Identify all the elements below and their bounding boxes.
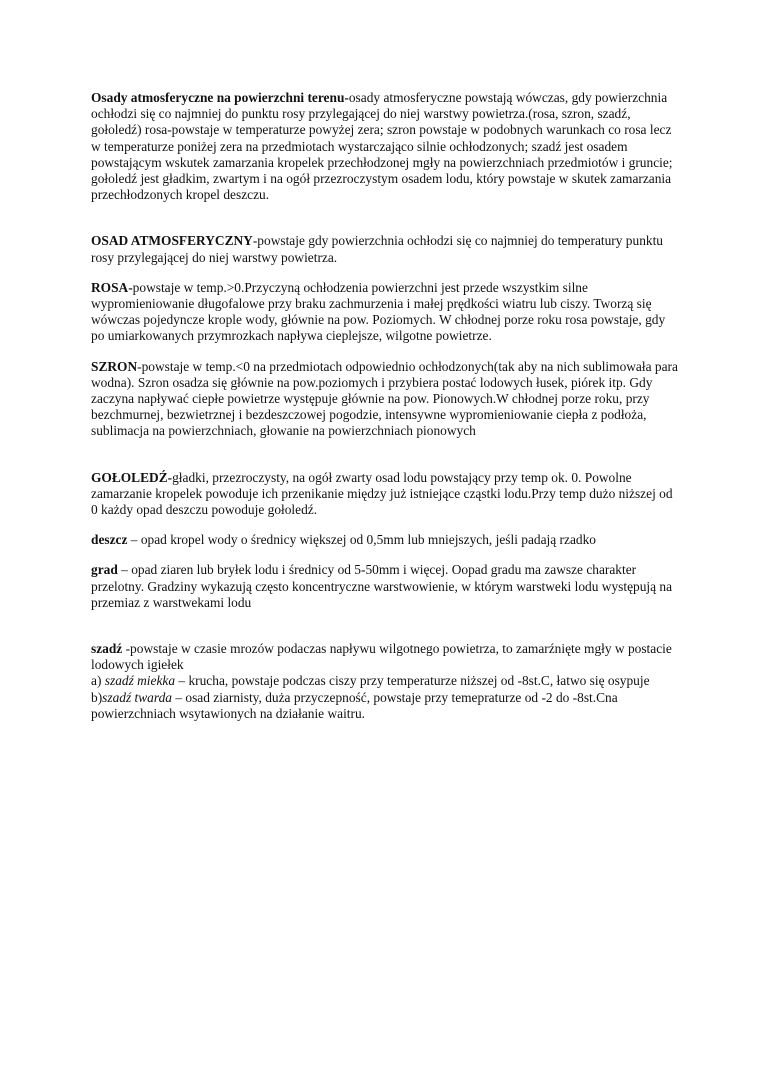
definition-szadz-miekka: – krucha, powstaje podczas ciszy przy temperaturze niższej od -8st.C, łatwo się osypuje	[175, 673, 650, 689]
paragraph-osady-atmosferyczne	[91, 90, 681, 203]
term-osady-atmosferyczne: Osady atmosferyczne na powierzchni terenu-	[91, 90, 349, 105]
definition-szadz: -powstaje w czasie mrozów podaczas napływu wilgotnego powietrza, to zamarźnięte mgły w postacie lodowych igiełek	[91, 641, 672, 673]
term-deszcz: deszcz	[91, 532, 128, 548]
term-szron: SZRON	[91, 358, 138, 374]
paragraph-grad	[91, 562, 681, 611]
term-grad: grad	[91, 562, 118, 578]
term-osad-atmosferyczny: OSAD ATMOSFERYCZNY	[91, 233, 253, 249]
definition-gololedz: gładki, przezroczysty, na ogół zwarty osad lodu powstający przy temp ok. 0. Powolne zamarzanie kropelek powoduje ich przenikanie między już istniejące cząstki lodu.Przy temp dużo niższej od 0 każdy opad deszczu powoduje gołoledź.	[91, 469, 673, 518]
spacer	[91, 266, 681, 280]
paragraph-szadz	[91, 641, 681, 722]
term-szadz-twarda: szadź twarda	[102, 689, 172, 705]
spacer	[91, 518, 681, 532]
definition-osady-atmosferyczne: osady atmosferyczne powstają wówczas, gdy powierzchnia ochłodzi się co najmniej do punktu rosy przylegającej do niej warstwy powietrza.(rosa, szron, szadź, gołoledź) rosa-powstaje w temperaturze powyżej zera; szron powstaje w podobnych warunkach co rosa lecz w temperaturze poniżej zera na przedmiotach wystarczająco silnie ochłodzonych; szadź jest osadem powstającym wskutek zamarzania kropelek przechłodzonej mgły na powierzchniach przedmiotów i gruncie; gołoledź jest gładkim, zwartym i na ogół przezroczystym osadem lodu, który powstaje w skutek zamarzania przechłodzonych kropel deszczu.	[91, 90, 673, 203]
paragraph-deszcz	[91, 532, 681, 548]
paragraph-gololedz	[91, 470, 681, 519]
term-gololedz: GOŁOLEDŹ-	[91, 469, 173, 485]
definition-osad-atmosferyczny: -powstaje gdy powierzchnia ochłodzi się co najmniej do temperatury punktu rosy przylegającej do niej warstwy powietrza.	[91, 233, 663, 265]
list-marker-a: a)	[91, 673, 105, 689]
paragraph-rosa	[91, 280, 681, 345]
definition-rosa: powstaje w temp.>0.Przyczyną ochłodzenia powierzchni jest przede wszystkim silne wypromieniowanie długofalowe przy braku zachmurzenia i małej prędkości wiatru lub ciszy. Tworzą się wówczas pojedyncze krople wody, głównie na pow. Poziomych. W chłodnej porze roku rosa powstaje, gdy po umiarkowanych przymrozkach napływa cieplejsze, wilgotne powietrze.	[91, 279, 666, 344]
term-rosa: ROSA-	[91, 279, 133, 295]
definition-deszcz: – opad kropel wody o średnicy większej od 0,5mm lub mniejszych, jeśli padają rzadko	[127, 532, 596, 548]
definition-szron: -powstaje w temp.<0 na przedmiotach odpowiednio ochłodzonych(tak aby na nich sublimowała para wodna). Szron osadza się głównie na pow.poziomych i przybiera postać lodowych łusek, piórek itp. Gdy zaczyna napływać ciepłe powietrze występuje głównie na pow. Pionowych.W chłodnej porze roku, przy bezchmurnej, bezwietrznej i bezdeszczowej pogodzie, intensywne wypromieniowanie ciepła z podłoża, sublimacja na powierzchniach, głowanie na powierzchniach pionowych	[91, 358, 678, 439]
spacer	[91, 548, 681, 562]
term-szadz-miekka: szadź miekka	[104, 673, 176, 689]
document-page	[91, 90, 681, 722]
paragraph-szron	[91, 359, 681, 440]
definition-szadz-twarda: – osad ziarnisty, duża przyczepność, powstaje przy temepraturze od -2 do -8st.Cna powierzchniach wsytawionych na działanie waitru.	[91, 689, 618, 721]
spacer	[91, 203, 681, 233]
list-marker-b: b)	[91, 689, 103, 705]
term-szadz: szadź	[91, 641, 123, 657]
definition-grad: – opad ziaren lub bryłek lodu i średnicy od 5-50mm i więcej. Oopad gradu ma zawsze charakter przelotny. Gradziny wykazują często koncentryczne warstwowienie, w którym warstweki lodu występują na przemiaz z warstwekami lodu	[91, 562, 673, 610]
spacer	[91, 440, 681, 470]
spacer	[91, 345, 681, 359]
paragraph-osad-atmosferyczny	[91, 233, 681, 265]
spacer	[91, 611, 681, 641]
